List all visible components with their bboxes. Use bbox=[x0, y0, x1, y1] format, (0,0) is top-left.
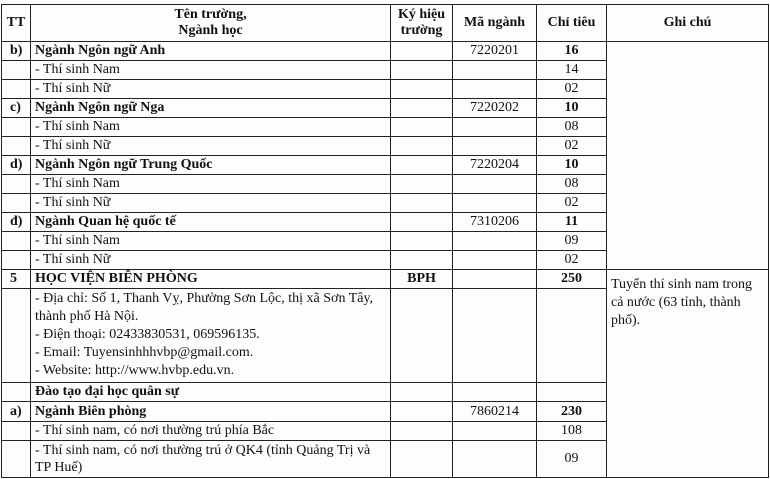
row-symbol bbox=[391, 61, 453, 80]
row-quota: 09 bbox=[537, 441, 607, 478]
row-code: 7860214 bbox=[453, 402, 537, 422]
row-quota: 108 bbox=[537, 422, 607, 441]
row-tt bbox=[2, 80, 31, 99]
section-tt bbox=[2, 383, 31, 402]
row-symbol bbox=[391, 232, 453, 251]
header-symbol-line2: trường bbox=[400, 23, 443, 38]
row-quota: 10 bbox=[537, 99, 607, 118]
row-tt bbox=[2, 137, 31, 156]
header-note: Ghi chú bbox=[607, 5, 769, 42]
row-quota: 16 bbox=[537, 42, 607, 61]
row-name: - Thí sinh Nữ bbox=[31, 137, 391, 156]
row-quota: 02 bbox=[537, 194, 607, 213]
row-major-name: Ngành Ngôn ngữ Nga bbox=[31, 99, 391, 118]
row-name: - Thí sinh Nam bbox=[31, 118, 391, 137]
row-symbol bbox=[391, 80, 453, 99]
row-symbol bbox=[391, 402, 453, 422]
row-name: - Thí sinh Nam bbox=[31, 61, 391, 80]
section-code bbox=[453, 383, 537, 402]
school-contact-info bbox=[31, 289, 391, 383]
row-code bbox=[453, 194, 537, 213]
row-quota: 02 bbox=[537, 80, 607, 99]
header-quota: Chỉ tiêu bbox=[537, 5, 607, 42]
row-symbol bbox=[391, 441, 453, 478]
row-code: 7220201 bbox=[453, 42, 537, 61]
section-quota bbox=[537, 383, 607, 402]
row-symbol bbox=[391, 99, 453, 118]
row-tt bbox=[2, 251, 31, 270]
school-email: - Email: Tuyensinhhhvbp@gmail.com. bbox=[35, 345, 254, 360]
row-tt: b) bbox=[2, 42, 31, 61]
row-code bbox=[453, 137, 537, 156]
header-symbol-line1: Ký hiệu bbox=[397, 7, 446, 22]
school-note: Tuyển thí sinh nam trong cả nước (63 tỉnh, thành phố). bbox=[607, 270, 769, 478]
row-code bbox=[453, 61, 537, 80]
table-row bbox=[2, 42, 769, 61]
row-code bbox=[453, 175, 537, 194]
row-major-name: Ngành Biên phòng bbox=[31, 402, 391, 422]
row-tt bbox=[2, 232, 31, 251]
row-name: - Thí sinh Nữ bbox=[31, 80, 391, 99]
row-name: - Thí sinh Nữ bbox=[31, 251, 391, 270]
header-major-line: Ngành học bbox=[178, 23, 243, 38]
row-quota: 10 bbox=[537, 156, 607, 175]
row-symbol bbox=[391, 118, 453, 137]
row-symbol bbox=[391, 213, 453, 232]
row-symbol bbox=[391, 251, 453, 270]
row-name: - Thí sinh Nữ bbox=[31, 194, 391, 213]
row-tt: c) bbox=[2, 99, 31, 118]
row-code bbox=[453, 118, 537, 137]
row-tt bbox=[2, 194, 31, 213]
row-tt bbox=[2, 118, 31, 137]
school-name: HỌC VIỆN BIÊN PHÒNG bbox=[31, 270, 391, 289]
row-symbol bbox=[391, 175, 453, 194]
school-phone: - Điện thoại: 02433830531, 069596135. bbox=[35, 327, 260, 342]
header-school-major bbox=[31, 5, 391, 42]
section-symbol bbox=[391, 383, 453, 402]
note-cell-empty bbox=[607, 42, 769, 270]
row-code: 7220204 bbox=[453, 156, 537, 175]
row-code: 7220202 bbox=[453, 99, 537, 118]
row-major-name: Ngành Ngôn ngữ Trung Quốc bbox=[31, 156, 391, 175]
school-quota: 250 bbox=[537, 270, 607, 289]
row-major-name: Ngành Quan hệ quốc tế bbox=[31, 213, 391, 232]
row-name: - Thí sinh nam, có nơi thường trú phía Bắc bbox=[31, 422, 391, 441]
header-tt: TT bbox=[2, 5, 31, 42]
row-code bbox=[453, 441, 537, 478]
header-school-symbol bbox=[391, 5, 453, 42]
row-code bbox=[453, 251, 537, 270]
row-quota: 09 bbox=[537, 232, 607, 251]
row-quota: 02 bbox=[537, 137, 607, 156]
row-code: 7310206 bbox=[453, 213, 537, 232]
contact-quota bbox=[537, 289, 607, 383]
school-row bbox=[2, 270, 769, 289]
row-quota: 08 bbox=[537, 118, 607, 137]
row-symbol bbox=[391, 422, 453, 441]
row-symbol bbox=[391, 42, 453, 61]
row-tt: đ) bbox=[2, 213, 31, 232]
school-tt: 5 bbox=[2, 270, 31, 289]
row-major-name: Ngành Ngôn ngữ Anh bbox=[31, 42, 391, 61]
row-tt bbox=[2, 175, 31, 194]
contact-code bbox=[453, 289, 537, 383]
row-quota: 08 bbox=[537, 175, 607, 194]
row-quota: 230 bbox=[537, 402, 607, 422]
row-name: - Thí sinh Nam bbox=[31, 175, 391, 194]
row-quota: 11 bbox=[537, 213, 607, 232]
row-tt bbox=[2, 441, 31, 478]
contact-tt bbox=[2, 289, 31, 383]
header-school-line: Tên trường, bbox=[174, 7, 247, 22]
row-symbol bbox=[391, 137, 453, 156]
admission-quota-table bbox=[1, 4, 769, 478]
contact-symbol bbox=[391, 289, 453, 383]
school-symbol: BPH bbox=[391, 270, 453, 289]
header-row bbox=[2, 5, 769, 42]
row-tt: a) bbox=[2, 402, 31, 422]
row-tt bbox=[2, 422, 31, 441]
row-symbol bbox=[391, 156, 453, 175]
row-tt: d) bbox=[2, 156, 31, 175]
school-address: - Địa chỉ: Số 1, Thanh Vỵ, Phường Sơn Lộc, thị xã Sơn Tây, thành phố Hà Nội. bbox=[35, 291, 374, 324]
row-quota: 02 bbox=[537, 251, 607, 270]
row-symbol bbox=[391, 194, 453, 213]
school-code bbox=[453, 270, 537, 289]
row-quota: 14 bbox=[537, 61, 607, 80]
row-tt bbox=[2, 61, 31, 80]
row-code bbox=[453, 80, 537, 99]
school-website: - Website: http://www.hvbp.edu.vn. bbox=[35, 363, 235, 378]
header-major-code: Mã ngành bbox=[453, 5, 537, 42]
row-name: - Thí sinh nam, có nơi thường trú ở QK4 (tỉnh Quảng Trị và TP Huế) bbox=[31, 441, 391, 478]
row-name: - Thí sinh Nam bbox=[31, 232, 391, 251]
row-code bbox=[453, 232, 537, 251]
section-title: Đào tạo đại học quân sự bbox=[31, 383, 391, 402]
row-code bbox=[453, 422, 537, 441]
